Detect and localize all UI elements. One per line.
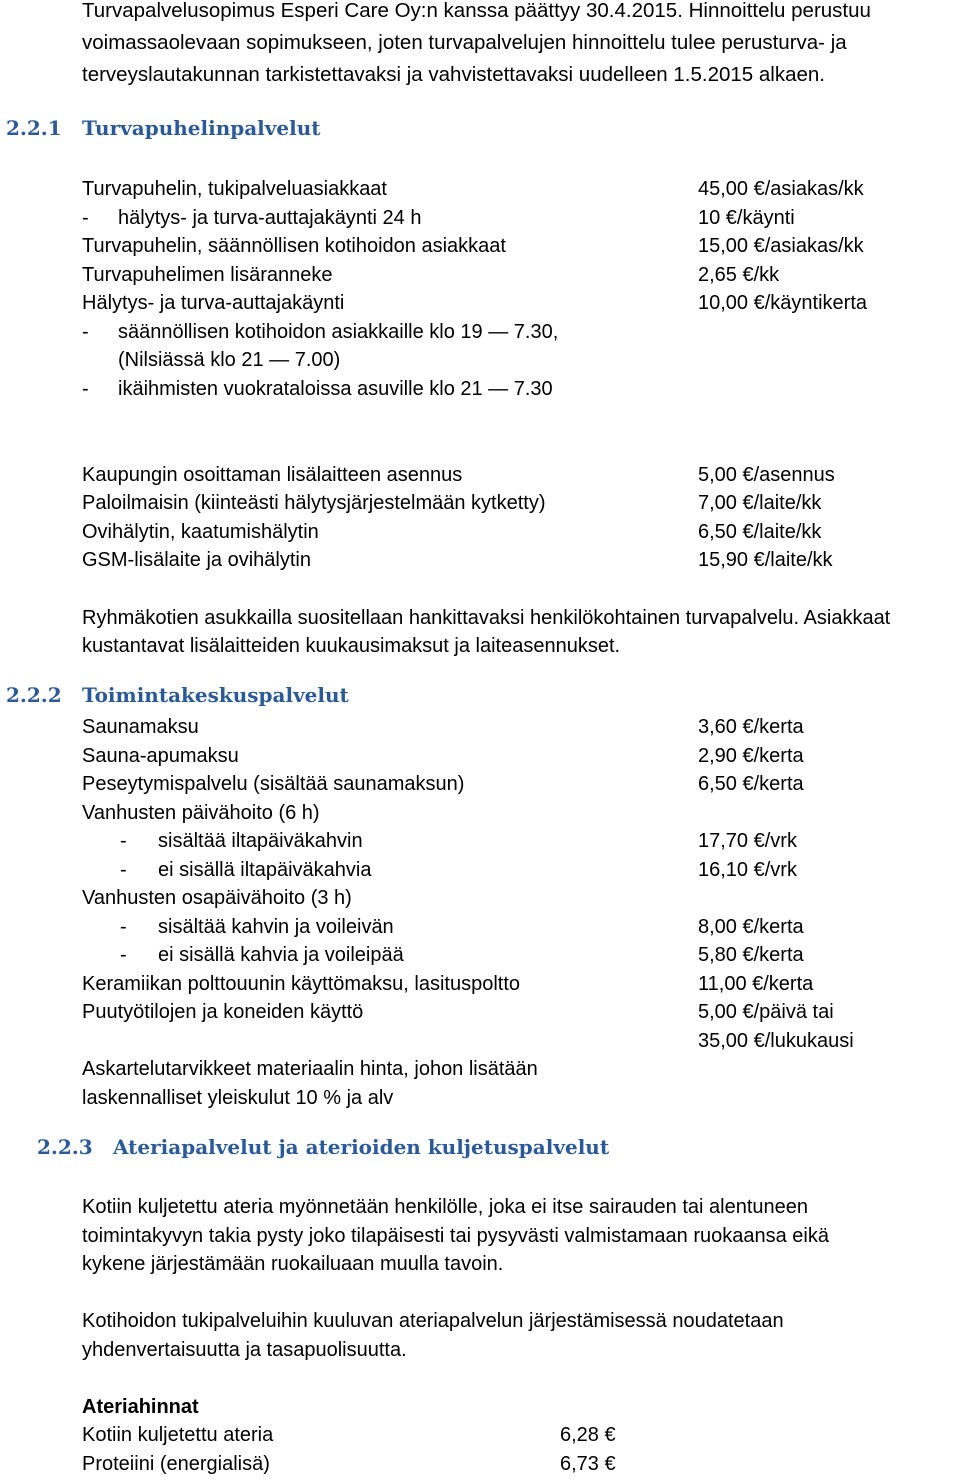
price-item-label: Turvapuhelin, säännöllisen kotihoidon asiakkaat (82, 235, 506, 257)
list-dash: - (82, 378, 89, 400)
section-number: 2.2.2 (6, 683, 62, 707)
intro-line-3: terveyslautakunnan tarkistettavaksi ja vahvistettavaksi uudelleen 1.5.2015 alkaen. (82, 63, 826, 86)
note-line-2: laskennalliset yleiskulut 10 % ja alv (82, 1087, 394, 1109)
price-item-value-alt: 35,00 €/lukukausi (698, 1030, 854, 1052)
paragraph-line: toimintakyvyn takia pysty joko tilapäisesti tai pysyvästi valmistamaan ruokaansa eikä (82, 1225, 829, 1247)
price-item-label: Sauna-apumaksu (82, 745, 239, 767)
price-item-label: Puutyötilojen ja koneiden käyttö (82, 1001, 364, 1023)
section-heading-2-2-3 (37, 1133, 609, 1161)
note-line-2: kustantavat lisälaitteiden kuukausimaksut ja laiteasennukset. (82, 635, 621, 657)
note-line-1: Askartelutarvikkeet materiaalin hinta, johon lisätään (82, 1058, 538, 1080)
list-dash: - (120, 916, 127, 938)
list-dash: - (120, 830, 127, 852)
meal-price-value: 6,73 € (560, 1453, 616, 1475)
price-item-value: 10,00 €/käyntikerta (698, 292, 867, 314)
price-item-label: Turvapuhelin, tukipalveluasiakkaat (82, 178, 387, 200)
section-title: Ateriapalvelut ja aterioiden kuljetuspalvelut (113, 1135, 610, 1159)
section-title: Toimintakeskuspalvelut (82, 683, 349, 707)
price-item-label: ei sisällä iltapäiväkahvia (158, 859, 372, 881)
intro-line-2: voimassaolevaan sopimukseen, joten turvapalvelujen hinnoittelu tulee perusturva- ja (82, 31, 847, 54)
list-dash: - (82, 321, 89, 343)
price-item-label: hälytys- ja turva-auttajakäynti 24 h (118, 207, 422, 229)
section-title: Turvapuhelinpalvelut (82, 116, 321, 140)
device-price: 5,00 €/asennus (698, 464, 835, 486)
price-item-label: Saunamaksu (82, 716, 199, 738)
price-item-label: Peseytymispalvelu (sisältää saunamaksun) (82, 773, 465, 795)
price-item-label: Turvapuhelimen lisäranneke (82, 264, 333, 286)
section-heading-2-2-2 (6, 681, 349, 709)
meal-price-value: 6,28 € (560, 1424, 616, 1446)
price-item-value: 16,10 €/vrk (698, 859, 797, 881)
price-item-label: sisältää kahvin ja voileivän (158, 916, 394, 938)
price-item-label: ikäihmisten vuokrataloissa asuville klo 21 — 7.30 (118, 378, 553, 400)
device-label: Ovihälytin, kaatumishälytin (82, 521, 319, 543)
price-item-label: Keramiikan polttouunin käyttömaksu, lasituspoltto (82, 973, 521, 995)
paragraph-line: Kotihoidon tukipalveluihin kuuluvan ateriapalvelun järjestämisessä noudatetaan (82, 1310, 784, 1332)
meal-prices-heading: Ateriahinnat (82, 1396, 199, 1418)
price-item-label: Vanhusten päivähoito (6 h) (82, 802, 320, 824)
price-item-value: 2,90 €/kerta (698, 745, 804, 767)
price-item-value: 8,00 €/kerta (698, 916, 804, 938)
device-price: 15,90 €/laite/kk (698, 549, 833, 571)
device-label: Kaupungin osoittaman lisälaitteen asennus (82, 464, 463, 486)
section-heading-2-2-1 (6, 114, 321, 142)
meal-price-label: Proteiini (energialisä) (82, 1453, 270, 1475)
price-item-label: (Nilsiässä klo 21 — 7.00) (118, 349, 341, 371)
note-line-1: Ryhmäkotien asukkailla suositellaan hankittavaksi henkilökohtainen turvapalvelu. Asiakkaat (82, 607, 891, 629)
section-number: 2.2.3 (37, 1135, 93, 1159)
price-item-value: 15,00 €/asiakas/kk (698, 235, 864, 257)
price-item-value: 6,50 €/kerta (698, 773, 804, 795)
price-item-value: 11,00 €/kerta (698, 973, 814, 995)
price-item-value: 5,00 €/päivä tai (698, 1001, 834, 1023)
paragraph-line: kykene järjestämään ruokailuaan muulla tavoin. (82, 1253, 504, 1275)
device-label: GSM-lisälaite ja ovihälytin (82, 549, 311, 571)
price-item-label: ei sisällä kahvia ja voileipää (158, 944, 404, 966)
price-item-value: 17,70 €/vrk (698, 830, 797, 852)
intro-line-1: Turvapalvelusopimus Esperi Care Oy:n kanssa päättyy 30.4.2015. Hinnoittelu perustuu (82, 0, 871, 22)
price-item-label: Vanhusten osapäivähoito (3 h) (82, 887, 352, 909)
device-price: 7,00 €/laite/kk (698, 492, 822, 514)
price-item-value: 45,00 €/asiakas/kk (698, 178, 864, 200)
device-price: 6,50 €/laite/kk (698, 521, 822, 543)
list-dash: - (82, 207, 89, 229)
paragraph-line: yhdenvertaisuutta ja tasapuolisuutta. (82, 1339, 407, 1361)
section-number: 2.2.1 (6, 116, 62, 140)
paragraph-line: Kotiin kuljetettu ateria myönnetään henkilölle, joka ei itse sairauden tai alentuneen (82, 1196, 809, 1218)
price-item-label: Hälytys- ja turva-auttajakäynti (82, 292, 345, 314)
device-label: Paloilmaisin (kiinteästi hälytysjärjestelmään kytketty) (82, 492, 546, 514)
price-item-label: sisältää iltapäiväkahvin (158, 830, 363, 852)
meal-price-label: Kotiin kuljetettu ateria (82, 1424, 274, 1446)
price-item-value: 3,60 €/kerta (698, 716, 804, 738)
price-item-label: säännöllisen kotihoidon asiakkaille klo 19 — 7.30, (118, 321, 559, 343)
price-item-value: 10 €/käynti (698, 207, 795, 229)
list-dash: - (120, 859, 127, 881)
price-item-value: 2,65 €/kk (698, 264, 780, 286)
list-dash: - (120, 944, 127, 966)
price-item-value: 5,80 €/kerta (698, 944, 804, 966)
